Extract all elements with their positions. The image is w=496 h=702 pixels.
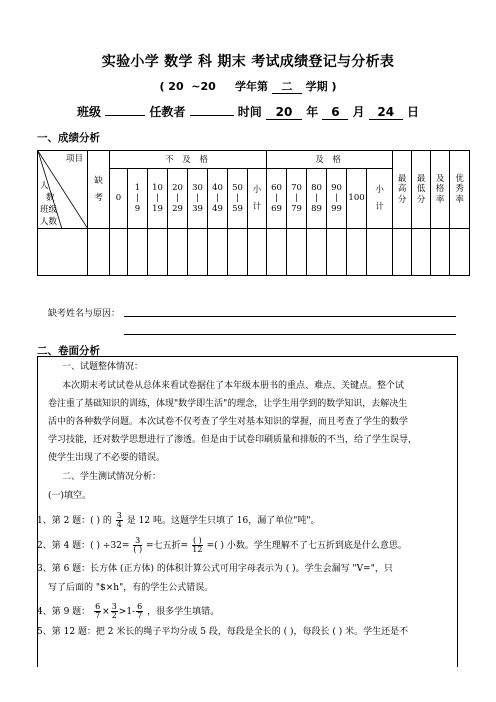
bin-20-29: 20 | 29 bbox=[168, 169, 188, 229]
absent-reason-label: 缺考姓名与原因： bbox=[48, 309, 121, 319]
class-field[interactable] bbox=[105, 115, 145, 116]
data-cell[interactable] bbox=[228, 229, 248, 276]
pass-group-header: 及 格 bbox=[267, 151, 393, 169]
fraction-6-7: $\frac{6}{7}$ bbox=[95, 602, 101, 620]
time-label: 时间 bbox=[237, 105, 262, 119]
absent-header: 缺 考 bbox=[88, 151, 110, 229]
lowest-score-header: 最 低 分 bbox=[412, 151, 431, 229]
term-value: 二 bbox=[272, 80, 302, 94]
data-cell[interactable] bbox=[267, 229, 287, 276]
section1-heading: 一、成绩分析 bbox=[37, 132, 100, 144]
item-3-line-1: 3、第 6 题：长方体 (正方体) 的体积计算公式可用字母表示为 ( )。学生会漏写 "V="，只 bbox=[37, 564, 393, 574]
fraction-6-7-second: $\frac{6}{7}$ bbox=[137, 602, 143, 620]
year-label: 年 bbox=[306, 105, 319, 119]
analysis-paragraph-line: 学习技能，还对数学思想进行了渗透。但是由于试卷印刷质量和排版的不当，给了学生误导， bbox=[48, 435, 418, 445]
bin-50-59: 50 | 59 bbox=[228, 169, 248, 229]
fraction-3-over-blank: $\frac{3}{( )}$ bbox=[133, 536, 143, 554]
year-start: ( 20 bbox=[159, 80, 184, 93]
data-cell[interactable] bbox=[110, 229, 128, 276]
year-field[interactable]: 20 bbox=[266, 106, 302, 120]
data-cell[interactable] bbox=[307, 229, 327, 276]
fail-subtotal-header: 小 计 bbox=[248, 169, 267, 229]
bin-70-79: 70 | 79 bbox=[287, 169, 307, 229]
item-2: 2、第 4 题：( ) ÷32= $\frac{3}{( )}$ =七五折= $\frac{( )}{12}$ =( ) 小数。学生理解不了七五折到底是什么意思。 bbox=[37, 536, 407, 554]
item-5: 5、第 12 题：把 2 米长的绳子平均分成 5 段，每段是全长的 ( )，每段长 ( ) 米。学生还是不 bbox=[37, 627, 409, 637]
analysis-paragraph-line: 活中的各种数学问题。本次试卷不仅考查了学生对基本知识的掌握，而且考查了学生的数学 bbox=[48, 417, 409, 427]
analysis-paragraph-line: 本次期末考试试卷从总体来看试卷据住了本年级本册书的重点、难点、关键点。整个试 bbox=[62, 381, 405, 391]
fail-group-header: 不 及 格 bbox=[110, 151, 267, 169]
bin-0: 0 bbox=[110, 169, 128, 229]
absent-reason-line-1[interactable] bbox=[124, 316, 456, 317]
bin-1-9: 1 | 9 bbox=[128, 169, 148, 229]
term-suffix: 学期 ) bbox=[305, 80, 337, 93]
table-row bbox=[38, 229, 470, 276]
bin-60-69: 60 | 69 bbox=[267, 169, 287, 229]
school-year-line bbox=[0, 78, 496, 94]
fraction-blank-over-12: $\frac{( )}{12}$ bbox=[192, 536, 203, 554]
bin-90-99: 90 | 99 bbox=[327, 169, 347, 229]
data-cell[interactable] bbox=[347, 229, 367, 276]
data-cell[interactable] bbox=[128, 229, 148, 276]
fill-blank-heading: (一)填空。 bbox=[48, 491, 92, 501]
month-label: 月 bbox=[352, 105, 365, 119]
analysis-overall-heading: 一、试题整体情况： bbox=[62, 362, 144, 372]
section2-heading: 二、卷面分析 bbox=[37, 345, 100, 357]
highest-score-header: 最 高 分 bbox=[393, 151, 412, 229]
pass-rate-header: 及 格 率 bbox=[431, 151, 450, 229]
diag-item-label: 项目 bbox=[65, 154, 83, 164]
diag-count-label-2: 数 bbox=[46, 193, 55, 203]
excellent-rate-header: 优 秀 率 bbox=[450, 151, 470, 229]
data-cell[interactable] bbox=[88, 229, 110, 276]
item-3-line-2: 写了后面的 "$×h"，有的学生公式错误。 bbox=[48, 583, 214, 593]
data-cell[interactable] bbox=[208, 229, 228, 276]
data-cell[interactable] bbox=[168, 229, 188, 276]
data-cell[interactable] bbox=[148, 229, 168, 276]
bin-10-19: 10 | 19 bbox=[148, 169, 168, 229]
data-cell[interactable] bbox=[248, 229, 267, 276]
analysis-paragraph-line: 卷注重了基础知识的训练，体现"数学即生活"的理念，让学生用学到的数学知识，去解决生 bbox=[48, 399, 408, 409]
class-label: 班级 bbox=[77, 105, 102, 119]
page-title: 实验小学 数学 科 期末 考试成绩登记与分析表 bbox=[101, 54, 395, 70]
bin-40-49: 40 | 49 bbox=[208, 169, 228, 229]
pass-subtotal-header: 小 计 bbox=[367, 169, 393, 229]
diag-class-label: 班级 bbox=[40, 205, 58, 215]
item-4: 4、第 9 题： $\frac{6}{7}$ × $\frac{3}{2}$ >1- $\frac{6}{7}$ ，很多学生填错。 bbox=[37, 602, 220, 620]
month-field[interactable]: 6 bbox=[322, 106, 348, 120]
diag-people-label: 人数 bbox=[40, 217, 58, 227]
data-cell[interactable] bbox=[327, 229, 347, 276]
data-cell[interactable] bbox=[431, 229, 450, 276]
year-end: ~20 bbox=[191, 80, 216, 93]
data-cell[interactable] bbox=[367, 229, 393, 276]
analysis-student-heading: 二、学生测试情况分析： bbox=[62, 472, 162, 482]
bin-100: 100 bbox=[347, 169, 367, 229]
day-label: 日 bbox=[406, 105, 419, 119]
teacher-field[interactable] bbox=[190, 115, 234, 116]
info-line bbox=[0, 103, 496, 120]
data-cell[interactable] bbox=[412, 229, 431, 276]
analysis-paragraph-line: 使学生出现了不必要的错误。 bbox=[48, 453, 166, 463]
data-cell[interactable] bbox=[393, 229, 412, 276]
absent-reason-line-2[interactable] bbox=[124, 334, 456, 335]
diag-count-label-1: 人 bbox=[40, 181, 49, 191]
data-cell[interactable] bbox=[188, 229, 208, 276]
data-cell[interactable] bbox=[450, 229, 470, 276]
bin-30-39: 30 | 39 bbox=[188, 169, 208, 229]
bin-80-89: 80 | 89 bbox=[307, 169, 327, 229]
day-field[interactable]: 24 bbox=[369, 106, 403, 120]
item-1: 1、第 2 题：( ) 的 $\frac{3}{4}$ 是 12 吨。这题学生只填了 16，漏了单位"吨"。 bbox=[37, 511, 320, 529]
term-prefix: 学年第 bbox=[234, 80, 268, 93]
grade-table bbox=[37, 150, 470, 276]
fraction-three-quarters: $\frac{3}{4}$ bbox=[116, 511, 122, 529]
fraction-3-2: $\frac{3}{2}$ bbox=[111, 602, 117, 620]
diagonal-header-cell bbox=[38, 151, 88, 229]
data-cell[interactable] bbox=[38, 229, 88, 276]
data-cell[interactable] bbox=[287, 229, 307, 276]
teacher-label: 任教者 bbox=[149, 105, 186, 119]
